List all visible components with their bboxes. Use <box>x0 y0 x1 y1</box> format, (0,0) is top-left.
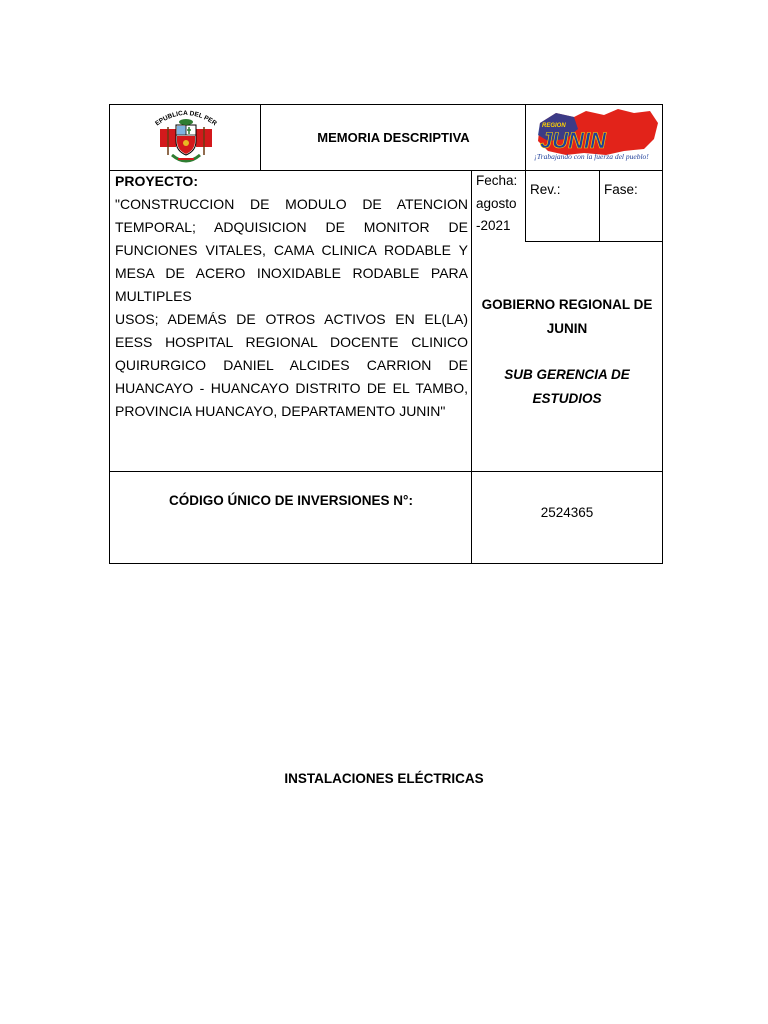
svg-text:REPUBLICA DEL PERU: EPUBLICA DEL PER <box>154 109 218 128</box>
document-title: MEMORIA DESCRIPTIVA <box>317 130 470 145</box>
codigo-value-cell <box>471 471 663 564</box>
project-cell <box>109 170 472 472</box>
fase-cell <box>599 170 663 242</box>
right-logo-cell <box>525 104 663 171</box>
document-title-cell <box>260 104 526 171</box>
project-description: "CONSTRUCCION DE MODULO DE ATENCION TEMPORAL; ADQUISICION DE MONITOR DE FUNCIONES VITALES, CAMA CLINICA RODABLE Y MESA DE ACERO INOXIDABLE RODABLE PARA MULTIPLES USOS; ADEMÁS DE OTROS ACTIVOS EN EL(LA) EESS HOSPITAL REGIONAL DOCENTE CLINICO QUIRURGICO DANIEL ALCIDES CARRION DE HUANCAYO - HUANCAYO DISTRITO DE EL TAMBO, PROVINCIA HUANCAYO, DEPARTAMENTO JUNIN" <box>115 196 468 419</box>
fecha-label: Fecha: <box>476 173 518 188</box>
fecha-value-year: -2021 <box>476 218 511 233</box>
institution-name-line1: GOBIERNO REGIONAL DE <box>481 297 653 312</box>
section-title: INSTALACIONES ELÉCTRICAS <box>284 771 484 786</box>
svg-text:JUNIN: JUNIN <box>540 128 607 153</box>
svg-text:¡Trabajando con la fuerza del: ¡Trabajando con la fuerza del pueblo! <box>534 152 649 161</box>
institution-sub-line1: SUB GERENCIA DE <box>504 367 630 382</box>
fecha-cell <box>471 170 526 242</box>
project-label: PROYECTO: <box>115 173 198 189</box>
institution-cell <box>471 241 663 472</box>
codigo-label-cell <box>109 471 472 564</box>
left-logo-cell <box>109 104 261 171</box>
fase-label: Fase: <box>604 182 638 197</box>
codigo-value: 2524365 <box>540 505 594 520</box>
rev-cell <box>525 170 600 242</box>
fecha-value-month: agosto <box>476 195 517 211</box>
institution-sub-line2: ESTUDIOS <box>532 391 602 406</box>
svg-text:REGION: REGION <box>542 123 566 129</box>
codigo-label: CÓDIGO ÚNICO DE INVERSIONES N°: <box>169 493 413 508</box>
peru-coat-of-arms-icon <box>110 105 262 171</box>
region-junin-logo-icon <box>526 105 662 171</box>
institution-name-line2: JUNIN <box>546 321 588 336</box>
rev-label: Rev.: <box>530 182 561 197</box>
